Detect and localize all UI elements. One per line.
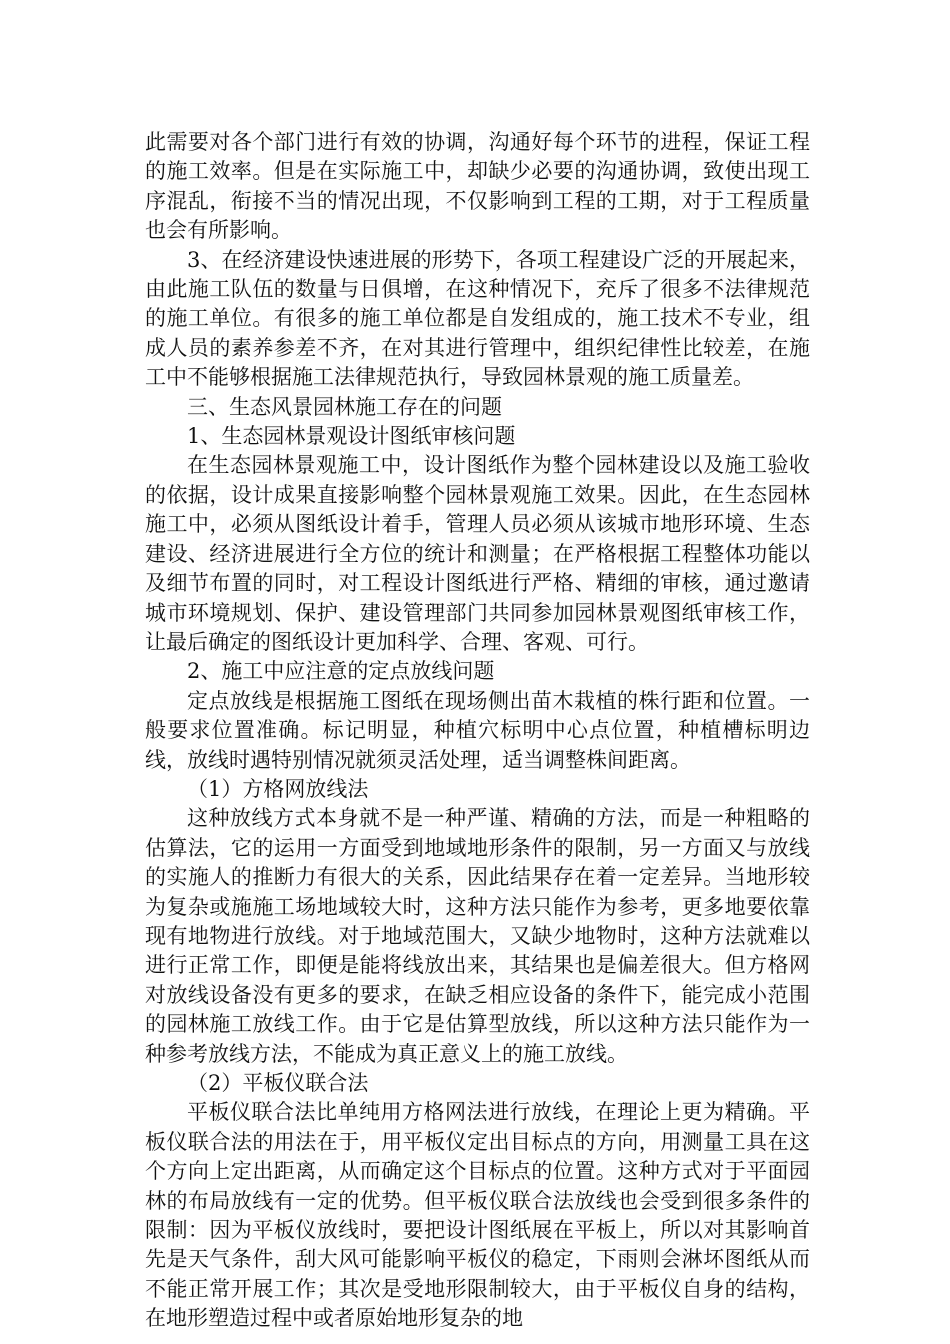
document-page xyxy=(145,128,810,1334)
subheading-1: 1、生态园林景观设计图纸审核问题 xyxy=(187,424,516,449)
paragraph-continuation: 此需要对各个部门进行有效的协调，沟通好每个环节的进程，保证工程的施工效率。但是在实际施工中，却缺少必要的沟通协调，致使出现工序混乱，衔接不当的情况出现，不仅影响到工程的工期，对于工程质量也会有所影响。 xyxy=(145,130,810,243)
paragraph-item-3: 3、在经济建设快速进展的形势下，各项工程建设广泛的开展起来，由此施工队伍的数量与日俱增，在这种情况下，充斥了很多不法律规范的施工单位。有很多的施工单位都是自发组成的，施工技术不专业，组成人员的素养参差不齐，在对其进行管理中，组织纪律性比较差，在施工中不能够根据施工法律规范执行，导致园林景观的施工质量差。 xyxy=(145,247,810,390)
subheading-2: 2、施工中应注意的定点放线问题 xyxy=(187,659,495,684)
section-heading-3: 三、生态风景园林施工存在的问题 xyxy=(187,394,502,419)
subheading-grid-method: （1）方格网放线法 xyxy=(187,776,369,801)
paragraph-design-review: 在生态园林景观施工中，设计图纸作为整个园林建设以及施工验收的依据，设计成果直接影响整个园林景观施工效果。因此，在生态园林施工中，必须从图纸设计着手，管理人员必须从该城市地形环境、生态建设、经济进展进行全方位的统计和测量；在严格根据工程整体功能以及细节布置的同时，对工程设计图纸进行严格、精细的审核，通过邀请城市环境规划、保护、建设管理部门共同参加园林景观图纸审核工作，让最后确定的图纸设计更加科学、合理、客观、可行。 xyxy=(145,453,810,654)
paragraph-staking: 定点放线是根据施工图纸在现场侧出苗木栽植的株行距和位置。一般要求位置准确。标记明显，种植穴标明中心点位置，种植槽标明边线，放线时遇特别情况就须灵活处理，适当调整株间距离。 xyxy=(145,688,810,772)
paragraph-plane-table: 平板仪联合法比单纯用方格网法进行放线，在理论上更为精确。平板仪联合法的用法在于，用平板仪定出目标点的方向，用测量工具在这个方向上定出距离，从而确定这个目标点的位置。这种方式对于平面园林的布局放线有一定的优势。但平板仪联合法放线也会受到很多条件的限制：因为平板仪放线时，要把设计图纸展在平板上，所以对其影响首先是天气条件，刮大风可能影响平板仪的稳定，下雨则会淋坏图纸从而不能正常开展工作；其次是受地形限制较大，由于平板仪自身的结构，在地形塑造过程中或者原始地形复杂的地 xyxy=(145,1100,810,1331)
paragraph-grid-method: 这种放线方式本身就不是一种严谨、精确的方法，而是一种粗略的估算法，它的运用一方面受到地域地形条件的限制，另一方面又与放线的实施人的推断力有很大的关系，因此结果存在着一定差异。当地形较为复杂或施施工场地域较大时，这种方法只能作为参考，更多地要依靠现有地物进行放线。对于地域范围大，又缺少地物时，这种方法就难以进行正常工作，即便是能将线放出来，其结果也是偏差很大。但方格网对放线设备没有更多的要求，在缺乏相应设备的条件下，能完成小范围的园林施工放线工作。由于它是估算型放线，所以这种方法只能作为一种参考放线方法，不能成为真正意义上的施工放线。 xyxy=(145,806,810,1066)
subheading-plane-table: （2）平板仪联合法 xyxy=(187,1071,369,1095)
